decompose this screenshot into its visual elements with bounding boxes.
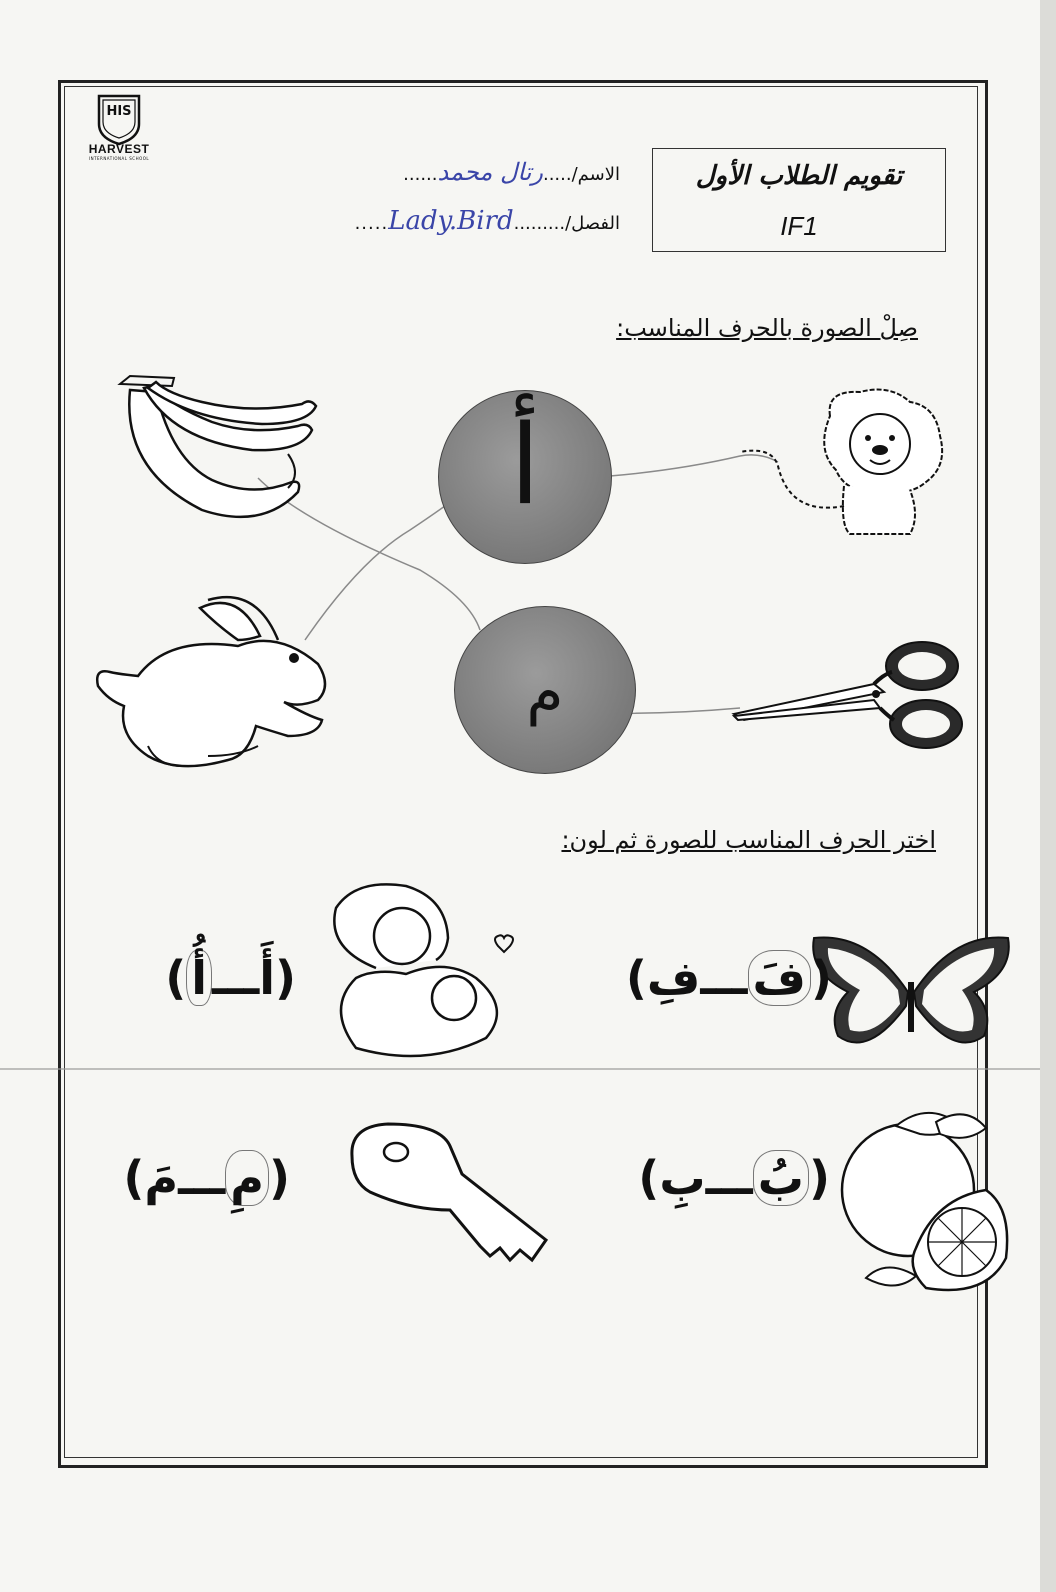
open-paren: ( [810, 951, 832, 1005]
option-kasra-fa[interactable]: فِ [646, 951, 701, 1005]
option-kasra-ba[interactable]: بِ [659, 1151, 706, 1205]
separator: ـــ [705, 1151, 753, 1205]
orange-icon[interactable] [836, 1108, 1010, 1304]
lion-icon[interactable] [760, 386, 950, 538]
butterfly-icon[interactable] [808, 932, 1014, 1058]
school-name: HARVEST [88, 142, 150, 156]
open-paren: ( [268, 1151, 290, 1205]
school-subtitle: INTERNATIONAL SCHOOL [88, 156, 150, 161]
option-fatha-alef[interactable]: أَ [259, 951, 275, 1005]
letter-circle-alef[interactable] [438, 390, 612, 564]
class-field[interactable]: الفصل/.........Lady.Bird..... [354, 206, 620, 236]
choice-mother [165, 950, 296, 1006]
key-icon[interactable] [340, 1120, 550, 1270]
name-value: رتال محمد [437, 158, 543, 186]
name-field[interactable]: الاسم/.....رتال محمد...... [403, 158, 620, 186]
section2-instruction: اختر الحرف المناسب للصورة ثم لون: [561, 826, 936, 854]
class-label: الفصل/ [565, 213, 620, 234]
mother-baby-icon[interactable] [326, 878, 526, 1062]
banana-icon[interactable] [112, 370, 322, 530]
option-fatha-meem[interactable]: مَ [144, 1151, 179, 1205]
level-code: IF1 [780, 211, 818, 241]
class-value: Lady.Bird [388, 206, 514, 236]
choice-orange [638, 1150, 830, 1206]
open-paren: ( [274, 951, 296, 1005]
close-paren: ) [625, 951, 647, 1005]
separator: ـــ [178, 1151, 226, 1205]
choice-key [123, 1150, 290, 1206]
option-fatha-fa[interactable]: فَ [748, 950, 811, 1006]
open-paren: ( [808, 1151, 830, 1205]
close-paren: ) [638, 1151, 660, 1205]
separator: ـــ [700, 951, 748, 1005]
letter-circle-meem[interactable] [454, 606, 636, 774]
worksheet-title: تقويم الطلاب الأول [695, 161, 903, 191]
section1-instruction: صِلْ الصورة بالحرف المناسب: [616, 314, 918, 342]
separator: ـــ [212, 951, 260, 1005]
close-paren: ) [165, 951, 187, 1005]
circle-letter-meem: م [526, 657, 564, 727]
option-kasra-meem[interactable]: مِ [225, 1150, 269, 1206]
option-damma-alef[interactable]: أُ [186, 950, 212, 1006]
logo-letters: HIS [106, 104, 132, 119]
circle-letter-alef: أ [509, 401, 541, 529]
choice-butterfly [626, 950, 832, 1006]
close-paren: ) [123, 1151, 145, 1205]
name-label: الاسم/ [571, 164, 620, 185]
rabbit-icon[interactable] [88, 596, 338, 776]
page-edge [1040, 0, 1056, 1592]
scissors-icon[interactable] [734, 640, 964, 752]
option-damma-ba[interactable]: بُ [753, 1150, 809, 1206]
